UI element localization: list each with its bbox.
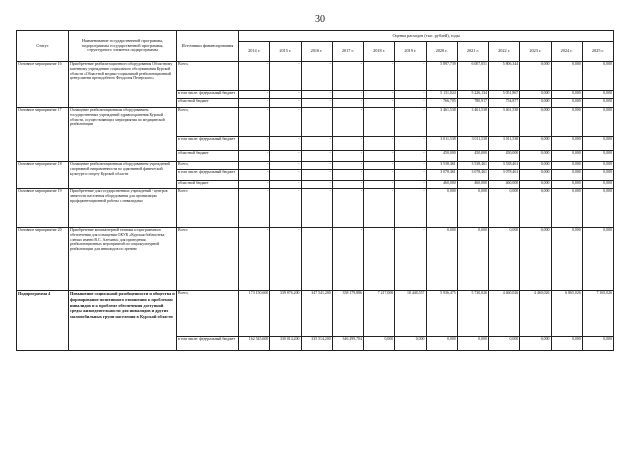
value-cell: 0,000 bbox=[551, 108, 582, 137]
value-cell: 0,000 bbox=[520, 189, 551, 228]
funding-source-cell: в том числе: федеральный бюджет bbox=[177, 337, 239, 351]
value-cell: 335 514,200 bbox=[301, 337, 332, 351]
value-cell: - bbox=[332, 189, 363, 228]
value-cell: 6 865,026 bbox=[551, 291, 582, 337]
value-cell: - bbox=[364, 137, 395, 151]
value-cell: - bbox=[395, 151, 426, 162]
header-year: 2021 г. bbox=[457, 42, 488, 62]
value-cell: - bbox=[270, 99, 301, 108]
value-cell: - bbox=[364, 189, 395, 228]
value-cell: - bbox=[395, 62, 426, 91]
value-cell: 0,000 bbox=[551, 189, 582, 228]
value-cell: - bbox=[395, 99, 426, 108]
value-cell: - bbox=[364, 170, 395, 181]
value-cell: - bbox=[301, 181, 332, 189]
value-cell: - bbox=[332, 62, 363, 91]
value-cell: 347 541,200 bbox=[301, 291, 332, 337]
header-source: Источники финансирования bbox=[177, 31, 239, 62]
value-cell: 5 806,344 bbox=[489, 62, 520, 91]
value-cell: 0,000 bbox=[520, 91, 551, 99]
value-cell: 0,000 bbox=[582, 162, 613, 170]
table-row bbox=[17, 228, 614, 291]
value-cell: 0,000 bbox=[489, 337, 520, 351]
value-cell: 754,877 bbox=[489, 99, 520, 108]
value-cell: 0,000 bbox=[582, 337, 613, 351]
value-cell: 0,000 bbox=[551, 62, 582, 91]
header-year: 2017 г. bbox=[332, 42, 363, 62]
value-cell: - bbox=[239, 91, 270, 99]
header-year: 2014 г. bbox=[239, 42, 270, 62]
value-cell: - bbox=[239, 181, 270, 189]
value-cell: 0,000 bbox=[520, 170, 551, 181]
funding-source-cell: в том числе: федеральный бюджет bbox=[177, 170, 239, 181]
value-cell: - bbox=[364, 228, 395, 291]
value-cell: 0,000 bbox=[457, 337, 488, 351]
value-cell: 5 051,867 bbox=[489, 91, 520, 99]
value-cell: 0,000 bbox=[582, 151, 613, 162]
value-cell: 346 299,704 bbox=[332, 337, 363, 351]
value-cell: - bbox=[301, 108, 332, 137]
value-cell: 0,000 bbox=[582, 228, 613, 291]
value-cell: 0,000 bbox=[364, 337, 395, 351]
value-cell: 0,000 bbox=[426, 337, 457, 351]
value-cell: 450,000 bbox=[489, 151, 520, 162]
status-cell: Подпрограмма 4 bbox=[17, 291, 69, 351]
value-cell: - bbox=[395, 162, 426, 170]
value-cell: 3 078,461 bbox=[426, 170, 457, 181]
value-cell: 5 936,475 bbox=[426, 291, 457, 337]
funding-source-cell: в том числе: федеральный бюджет bbox=[177, 91, 239, 99]
budget-table bbox=[16, 30, 614, 351]
value-cell: 0,000 bbox=[582, 170, 613, 181]
value-cell: 10 440,557 bbox=[395, 291, 426, 337]
value-cell: - bbox=[332, 162, 363, 170]
value-cell: 0,000 bbox=[551, 337, 582, 351]
value-cell: - bbox=[239, 62, 270, 91]
value-cell: 460,000 bbox=[457, 181, 488, 189]
value-cell: 0,000 bbox=[426, 228, 457, 291]
value-cell: 0,000 bbox=[520, 337, 551, 351]
value-cell: - bbox=[332, 151, 363, 162]
funding-source-cell: Всего bbox=[177, 189, 239, 228]
value-cell: - bbox=[364, 62, 395, 91]
value-cell: 450,000 bbox=[426, 151, 457, 162]
status-cell: Основное мероприятие 20 bbox=[17, 228, 69, 291]
value-cell: - bbox=[239, 170, 270, 181]
value-cell: 4 460,026 bbox=[489, 291, 520, 337]
funding-source-cell: Всего, bbox=[177, 62, 239, 91]
value-cell: 0,000 bbox=[489, 189, 520, 228]
value-cell: - bbox=[270, 162, 301, 170]
value-cell: 0,000 bbox=[582, 181, 613, 189]
header-estimate: Оценка расходов (тыс. рублей), годы bbox=[239, 31, 614, 42]
value-cell: 5 131,024 bbox=[426, 91, 457, 99]
value-cell: 0,000 bbox=[395, 337, 426, 351]
value-cell: - bbox=[301, 99, 332, 108]
funding-source-cell: областной бюджет bbox=[177, 181, 239, 189]
value-cell: - bbox=[301, 189, 332, 228]
value-cell: 0,000 bbox=[426, 189, 457, 228]
value-cell: 3 011,538 bbox=[426, 137, 457, 151]
value-cell: 0,000 bbox=[551, 181, 582, 189]
value-cell: - bbox=[332, 108, 363, 137]
value-cell: 0,000 bbox=[520, 228, 551, 291]
value-cell: 7 217,000 bbox=[364, 291, 395, 337]
program-name-cell: Оснащение реабилитационным оборудованием учреждений спортивной направленности по адаптивной физической культуре и спорту Курской области bbox=[69, 162, 177, 189]
table-row bbox=[17, 291, 614, 337]
value-cell: 0,000 bbox=[582, 189, 613, 228]
header-year: 2020 г. bbox=[426, 42, 457, 62]
table-row bbox=[17, 162, 614, 170]
header-name: Наименование государственной программы, подпрограммы государственной программы, структурного элемента подпрограммы bbox=[69, 31, 177, 62]
value-cell: 5 226,134 bbox=[457, 91, 488, 99]
value-cell: - bbox=[301, 137, 332, 151]
value-cell: 173 150,600 bbox=[239, 291, 270, 337]
value-cell: - bbox=[395, 108, 426, 137]
table-body bbox=[17, 62, 614, 351]
header-year: 2018 г. bbox=[364, 42, 395, 62]
value-cell: - bbox=[270, 91, 301, 99]
value-cell: - bbox=[301, 151, 332, 162]
value-cell: 0,000 bbox=[582, 137, 613, 151]
funding-source-cell: в том числе: федеральный бюджет bbox=[177, 137, 239, 151]
value-cell: 0,000 bbox=[520, 108, 551, 137]
value-cell: - bbox=[270, 62, 301, 91]
header-year: 2024 г. bbox=[551, 42, 582, 62]
value-cell: - bbox=[301, 228, 332, 291]
funding-source-cell: Всего, bbox=[177, 108, 239, 137]
value-cell: 3 538,461 bbox=[426, 162, 457, 170]
value-cell: 0,000 bbox=[551, 91, 582, 99]
value-cell: 5 897,739 bbox=[426, 62, 457, 91]
status-cell: Основное мероприятие 19 bbox=[17, 189, 69, 228]
program-name-cell: Приобретение реабилитационного оборудования Областному казенному учреждению социального обслуживания Курской области «Областной медико-социальный реабилитационный центр имени преподобного Феодосия Печерского» bbox=[69, 62, 177, 108]
header-year: 2023 г. bbox=[520, 42, 551, 62]
value-cell: 3 461,538 bbox=[457, 108, 488, 137]
funding-source-cell: Всего, bbox=[177, 162, 239, 170]
value-cell: - bbox=[395, 181, 426, 189]
table-row bbox=[17, 62, 614, 91]
value-cell: - bbox=[270, 137, 301, 151]
value-cell: - bbox=[239, 99, 270, 108]
value-cell: 0,000 bbox=[520, 151, 551, 162]
header-year: 2025 г. bbox=[582, 42, 613, 62]
value-cell: 3 078,461 bbox=[457, 170, 488, 181]
value-cell: 0,000 bbox=[582, 99, 613, 108]
value-cell: 7 165,026 bbox=[582, 291, 613, 337]
value-cell: - bbox=[301, 62, 332, 91]
header-status: Статус bbox=[17, 31, 69, 62]
program-name-cell: Повышение социальной разобщенности и общества и формирование позитивного отношения к проблемам инвалидов и к проблеме обеспечения доступной среды жизнедеятельности для инвалидов и других маломобильных групп населения в Курской области bbox=[69, 291, 177, 351]
value-cell: 358 179,886 bbox=[332, 291, 363, 337]
status-cell: Основное мероприятие 16 bbox=[17, 62, 69, 108]
value-cell: - bbox=[395, 228, 426, 291]
header-year: 2022 г. bbox=[489, 42, 520, 62]
value-cell: - bbox=[301, 91, 332, 99]
value-cell: 3 011,538 bbox=[457, 137, 488, 151]
value-cell: - bbox=[239, 189, 270, 228]
funding-source-cell: областной бюджет bbox=[177, 99, 239, 108]
table-row bbox=[17, 108, 614, 137]
funding-source-cell: Всего, bbox=[177, 291, 239, 337]
value-cell: 0,000 bbox=[582, 62, 613, 91]
value-cell: 0,000 bbox=[520, 99, 551, 108]
value-cell: 766,705 bbox=[426, 99, 457, 108]
value-cell: - bbox=[332, 170, 363, 181]
value-cell: - bbox=[364, 162, 395, 170]
value-cell: 0,000 bbox=[551, 162, 582, 170]
value-cell: 3 538,461 bbox=[489, 162, 520, 170]
value-cell: 0,000 bbox=[520, 62, 551, 91]
status-cell: Основное мероприятие 17 bbox=[17, 108, 69, 162]
value-cell: - bbox=[239, 137, 270, 151]
value-cell: 339 876,200 bbox=[270, 291, 301, 337]
value-cell: 460,000 bbox=[426, 181, 457, 189]
value-cell: 0,000 bbox=[520, 181, 551, 189]
value-cell: - bbox=[332, 228, 363, 291]
value-cell: - bbox=[239, 228, 270, 291]
table-row bbox=[17, 189, 614, 228]
value-cell: 0,000 bbox=[489, 228, 520, 291]
page-number: 30 bbox=[315, 14, 325, 25]
value-cell: 5 730,026 bbox=[457, 291, 488, 337]
program-name-cell: Приобретение компьютерной техники и программного обеспечения для оснащения ОКУК «Курская библиотека слепых имени В.С. Алехина» для проведения реабилитационных мероприятий по социокультурной реабилитации для инвалидов по зрению bbox=[69, 228, 177, 291]
value-cell: 0,000 bbox=[457, 228, 488, 291]
value-cell: 3 461,538 bbox=[426, 108, 457, 137]
value-cell: 0,000 bbox=[551, 151, 582, 162]
value-cell: - bbox=[270, 189, 301, 228]
value-cell: - bbox=[239, 151, 270, 162]
status-cell: Основное мероприятие 18 bbox=[17, 162, 69, 189]
value-cell: 3 461,538 bbox=[489, 108, 520, 137]
value-cell: 460,000 bbox=[489, 181, 520, 189]
value-cell: - bbox=[239, 162, 270, 170]
value-cell: - bbox=[270, 181, 301, 189]
header-year: 2015 г. bbox=[270, 42, 301, 62]
value-cell: - bbox=[270, 170, 301, 181]
value-cell: - bbox=[332, 137, 363, 151]
value-cell: 162 545,600 bbox=[239, 337, 270, 351]
value-cell: - bbox=[364, 99, 395, 108]
value-cell: - bbox=[270, 228, 301, 291]
value-cell: - bbox=[270, 108, 301, 137]
value-cell: - bbox=[395, 91, 426, 99]
header-year: 2019 г. bbox=[395, 42, 426, 62]
value-cell: - bbox=[332, 99, 363, 108]
program-name-cell: Приобретение для государственных учреждений - центров занятости населения оборудования для организации профориентационной работы с инвалидами bbox=[69, 189, 177, 228]
value-cell: 0,000 bbox=[582, 91, 613, 99]
funding-source-cell: Всего bbox=[177, 228, 239, 291]
funding-source-cell: областной бюджет bbox=[177, 151, 239, 162]
value-cell: 0,000 bbox=[551, 228, 582, 291]
value-cell: 3 011,538 bbox=[489, 137, 520, 151]
value-cell: - bbox=[395, 170, 426, 181]
value-cell: 0,000 bbox=[551, 99, 582, 108]
value-cell: 6 007,051 bbox=[457, 62, 488, 91]
value-cell: 3 078,461 bbox=[489, 170, 520, 181]
program-name-cell: Оснащение реабилитационным оборудованием государственных учреждений здравоохранения Курской области, осуществляющих мероприятия по медицинской реабилитации bbox=[69, 108, 177, 162]
value-cell: - bbox=[364, 151, 395, 162]
value-cell: 0,000 bbox=[457, 189, 488, 228]
value-cell: 330 014,200 bbox=[270, 337, 301, 351]
value-cell: - bbox=[395, 189, 426, 228]
value-cell: - bbox=[364, 108, 395, 137]
value-cell: - bbox=[364, 181, 395, 189]
header-year: 2016 г. bbox=[301, 42, 332, 62]
value-cell: - bbox=[301, 170, 332, 181]
value-cell: - bbox=[395, 137, 426, 151]
value-cell: 4 460,026 bbox=[520, 291, 551, 337]
value-cell: 450,000 bbox=[457, 151, 488, 162]
value-cell: - bbox=[301, 162, 332, 170]
value-cell: - bbox=[270, 151, 301, 162]
value-cell: 0,000 bbox=[520, 137, 551, 151]
value-cell: 0,000 bbox=[582, 108, 613, 137]
value-cell: 0,000 bbox=[551, 137, 582, 151]
value-cell: - bbox=[332, 91, 363, 99]
value-cell: - bbox=[332, 181, 363, 189]
value-cell: 0,000 bbox=[551, 170, 582, 181]
value-cell: 0,000 bbox=[520, 162, 551, 170]
value-cell: 3 538,461 bbox=[457, 162, 488, 170]
value-cell: 780,917 bbox=[457, 99, 488, 108]
value-cell: - bbox=[239, 108, 270, 137]
value-cell: - bbox=[364, 91, 395, 99]
